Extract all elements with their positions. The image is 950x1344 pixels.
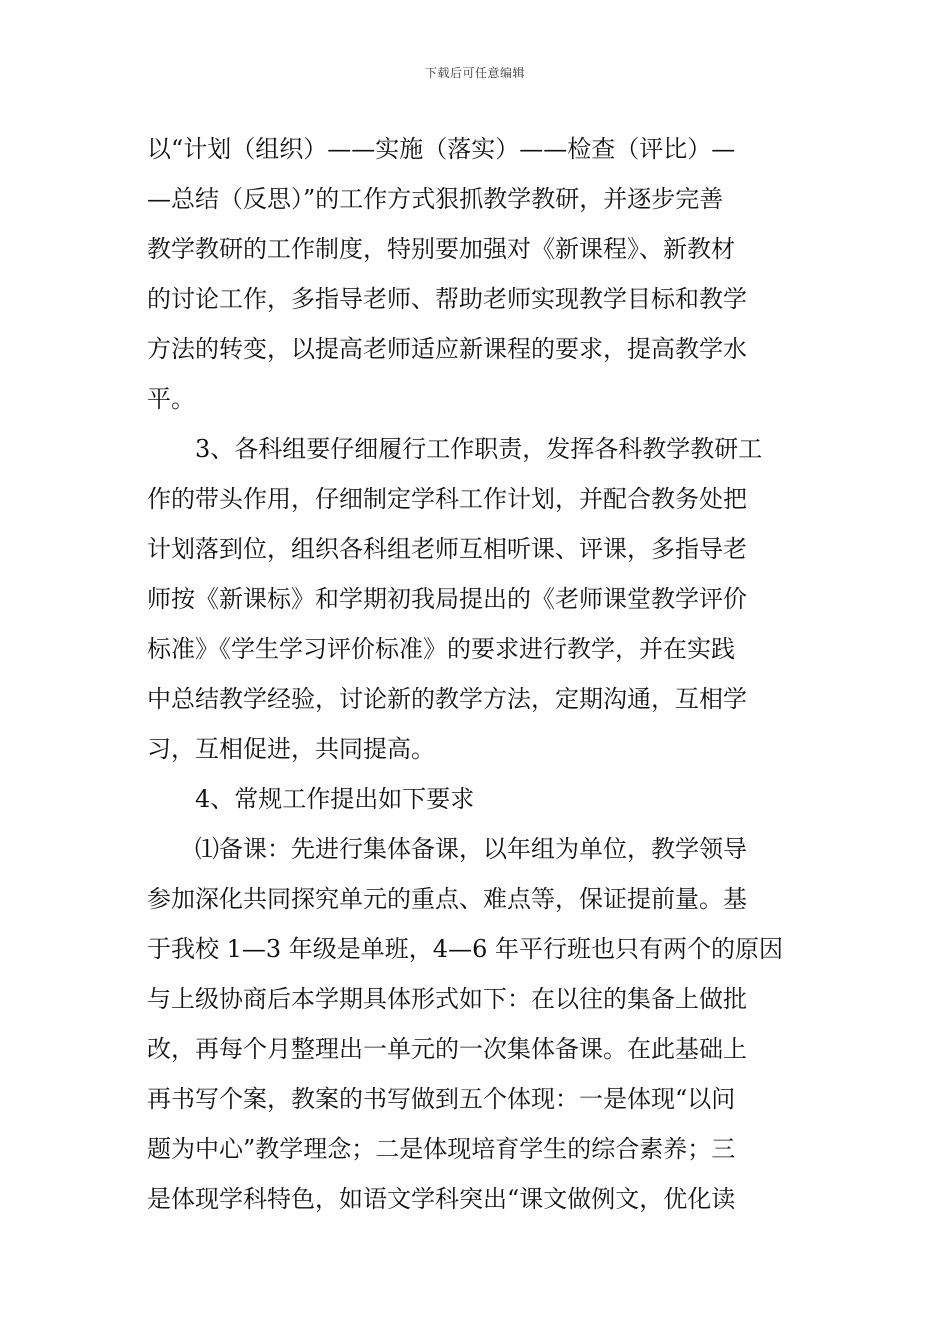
text-line: 改，再每个月整理出一单元的一次集体备课。在此基础上 xyxy=(147,1035,747,1063)
text-line: 是体现学科特色，如语文学科突出“课文做例文，优化读 xyxy=(147,1185,736,1213)
text-line: 习，互相促进，共同提高。 xyxy=(147,735,435,763)
text-line: 题为中心”教学理念；二是体现培育学生的综合素养；三 xyxy=(147,1135,736,1163)
text-line: —总结（反思）”的工作方式狠抓教学教研，并逐步完善 xyxy=(147,185,724,213)
text-line: ⑴备课：先进行集体备课，以年组为单位，教学领导 xyxy=(147,835,747,863)
text-line: 与上级协商后本学期具体形式如下：在以往的集备上做批 xyxy=(147,985,747,1013)
paragraph-item-4-heading xyxy=(147,774,807,824)
paragraph-item-3 xyxy=(147,424,807,774)
text-line: 再书写个案，教案的书写做到五个体现：一是体现“以问 xyxy=(147,1085,736,1113)
text-line: 教学教研的工作制度，特别要加强对《新课程》、新教材 xyxy=(147,235,735,263)
document-body xyxy=(147,124,807,1224)
paragraph-lesson-prep xyxy=(147,824,807,1224)
text-line: 计划落到位，组织各科组老师互相听课、评课，多指导老 xyxy=(147,535,747,563)
text-line: 的讨论工作，多指导老师、帮助老师实现教学目标和教学 xyxy=(147,285,747,313)
text-line: 4、常规工作提出如下要求 xyxy=(147,785,475,813)
text-line: 标准》《学生学习评价标准》的要求进行教学，并在实践 xyxy=(147,635,735,663)
text-line: 以“计划（组织）——实施（落实）——检查（评比）— xyxy=(147,135,736,163)
text-line: 平。 xyxy=(147,385,195,413)
header-note: 下载后可任意编辑 xyxy=(424,66,525,80)
text-line: 3、各科组要仔细履行工作职责，发挥各科教学教研工 xyxy=(147,435,763,463)
paragraph-plan-method xyxy=(147,124,807,424)
text-line: 作的带头作用，仔细制定学科工作计划，并配合教务处把 xyxy=(147,485,747,513)
text-line: 于我校 1—3 年级是单班，4—6 年平行班也只有两个的原因 xyxy=(147,935,783,963)
text-line: 师按《新课标》和学期初我局提出的《老师课堂教学评价 xyxy=(147,585,747,613)
text-line: 中总结教学经验，讨论新的教学方法，定期沟通，互相学 xyxy=(147,685,747,713)
text-line: 方法的转变，以提高老师适应新课程的要求，提高教学水 xyxy=(147,335,747,363)
text-line: 参加深化共同探究单元的重点、难点等，保证提前量。基 xyxy=(147,885,747,913)
